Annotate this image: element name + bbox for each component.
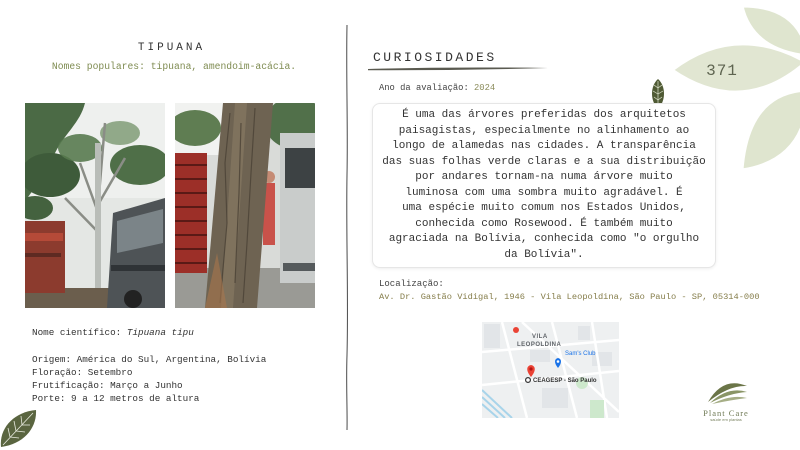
scientific-name-line bbox=[32, 327, 194, 339]
corner-leaf-icon bbox=[0, 406, 38, 448]
curiosity-line: conhecida como Rosewood. É também muito bbox=[415, 217, 673, 230]
curiosities-heading: CURIOSIDADES bbox=[373, 49, 497, 65]
map-district-label: VILA bbox=[532, 334, 548, 340]
evaluation-year: 2024 bbox=[474, 83, 496, 93]
location-label: Localização: bbox=[379, 279, 444, 289]
curiosity-line: luminosa com uma sombra muito agradável. É bbox=[405, 186, 683, 199]
map-store-label: Sam's Club bbox=[565, 351, 596, 357]
curiosity-line: por andares tornam-na numa árvore muito bbox=[415, 171, 673, 184]
curiosity-line: das suas folhas verde claras e a sua distribuição bbox=[382, 155, 706, 168]
origin-line: Origem: América do Sul, Argentina, Bolívia bbox=[32, 354, 267, 365]
scientific-name-label: Nome científico: bbox=[32, 327, 122, 338]
location-map bbox=[482, 322, 619, 418]
curiosity-line: longo de alamedas nas cidades. A transparência bbox=[392, 140, 696, 153]
species-details bbox=[32, 353, 266, 405]
tree-trunk-photo-image bbox=[175, 103, 315, 308]
plant-care-logo-icon bbox=[705, 380, 748, 405]
curiosity-line: paisagistas, especialmente no alinhamento ao bbox=[398, 124, 690, 137]
plant-care-logo bbox=[696, 378, 756, 423]
size-line: Porte: 9 a 12 metros de altura bbox=[32, 393, 200, 404]
tree-street-photo-image bbox=[25, 103, 165, 308]
tree-street-photo bbox=[25, 103, 165, 308]
curiosity-line: agraciada na Bolívia, conhecida como "o orgulho bbox=[388, 233, 700, 246]
species-title: TIPUANA bbox=[137, 42, 206, 54]
decorative-leaves bbox=[660, 0, 800, 180]
curiosity-line: da Bolívia". bbox=[504, 248, 584, 261]
evaluation-year-line bbox=[379, 82, 495, 94]
place-marker-icon bbox=[526, 378, 531, 383]
curiosity-line: É uma das árvores preferidas dos arquitetos bbox=[402, 109, 686, 121]
plant-care-logo-name: Plant Care bbox=[703, 408, 749, 418]
evaluation-year-label: Ano da avaliação: bbox=[379, 83, 469, 93]
popular-names: Nomes populares: tipuana, amendoim-acácia. bbox=[51, 61, 297, 72]
column-divider bbox=[340, 25, 354, 430]
heading-underline bbox=[368, 64, 550, 74]
map-district-label: LEOPOLDINA bbox=[517, 342, 562, 348]
curiosity-line: uma espécie muito comum nos Estados Unidos, bbox=[402, 202, 686, 215]
fruiting-line: Frutificação: Março a Junho bbox=[32, 380, 183, 391]
flowering-line: Floração: Setembro bbox=[32, 367, 133, 378]
map-poi-icon bbox=[513, 327, 519, 333]
map-place-label: CEAGESP - São Paulo bbox=[533, 378, 597, 384]
scientific-name: Tipuana tipu bbox=[126, 327, 194, 338]
location-address: Av. Dr. Gastão Vidigal, 1946 - Vila Leopoldina, São Paulo - SP, 05314-000 bbox=[379, 292, 760, 302]
tree-trunk-photo bbox=[175, 103, 315, 308]
logo-tagline-text: saúde em plantas bbox=[710, 417, 742, 422]
plant-care-logo-tagline bbox=[696, 416, 756, 423]
page-number: 371 bbox=[706, 62, 738, 80]
